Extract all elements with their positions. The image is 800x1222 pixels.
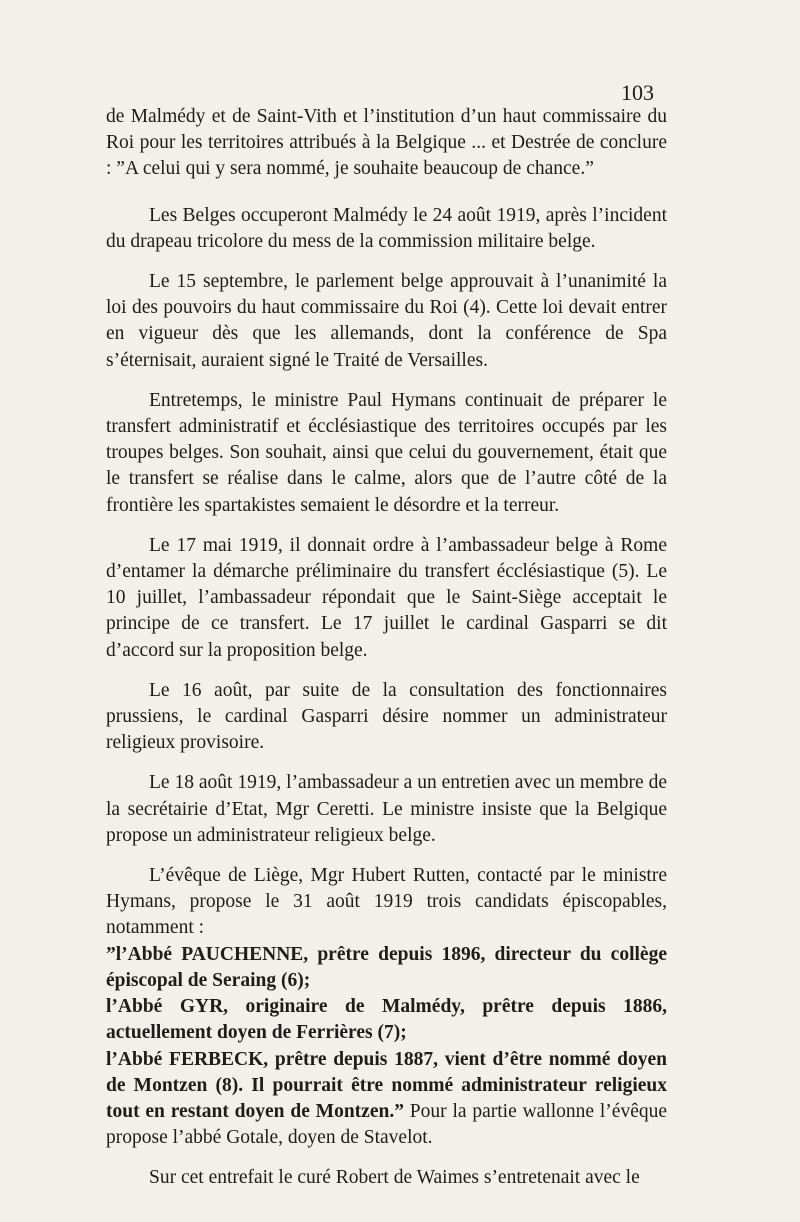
candidate-note: Pour la partie wallonne l’évêque propose l’abbé Gotale, doyen de Stavelot. bbox=[106, 1100, 667, 1149]
candidate-list bbox=[106, 942, 667, 1152]
candidate-ferbeck-bold: l’Abbé FERBECK, prêtre depuis 1887, vient d’être nommé doyen de Montzen (8). Il pourrait être nommé administrateur religieux tout en restant doyen de Montzen.” bbox=[106, 1048, 667, 1122]
paragraph: Le 18 août 1919, l’ambassadeur a un entretien avec un membre de la secrétairie d’Etat, Mgr Ceretti. Le ministre insiste que la Belgique propose un administrateur religieux belge. bbox=[106, 772, 667, 846]
page-number: 103 bbox=[621, 80, 654, 105]
paragraph: Les Belges occuperont Malmédy le 24 août 1919, après l’incident du drapeau tricolore du mess de la commission militaire belge. bbox=[106, 204, 667, 252]
paragraph-last: Sur cet entrefait le curé Robert de Waimes s’entretenait avec le bbox=[149, 1167, 640, 1189]
candidate-gyr: l’Abbé GYR, originaire de Malmédy, prêtre depuis 1886, actuellement doyen de Ferrières (7); bbox=[106, 996, 667, 1044]
paragraph: Entretemps, le ministre Paul Hymans continuait de préparer le transfert administratif et écclésiastique des territoires occupés par les troupes belges. Son souhait, ainsi que celui du gouvernement, était que le transfert se réalise dans le calme, alors que de l’autre côté de la frontière les spartakistes semaient le désordre et la terreur. bbox=[106, 389, 667, 516]
paragraph: Le 16 août, par suite de la consultation des fonctionnaires prussiens, le cardinal Gasparri désire nommer un administrateur religieux provisoire. bbox=[106, 679, 667, 754]
paragraph: Le 15 septembre, le parlement belge approuvait à l’unanimité la loi des pouvoirs du haut commissaire du Roi (4). Cette loi devait entrer en vigueur dès que les allemands, dont la conférence de Spa s’éternisait, auraient signé le Traité de Versailles. bbox=[106, 271, 667, 371]
body-text bbox=[106, 104, 667, 1206]
paragraph: L’évêque de Liège, Mgr Hubert Rutten, contacté par le ministre Hymans, propose le 31 août 1919 trois candidats épiscopables, notamment : bbox=[106, 865, 667, 939]
paragraph-continuation: de Malmédy et de Saint-Vith et l’institution d’un haut commissaire du Roi pour les territoires attribués à la Belgique ... et Destrée de conclure : ”A celui qui y sera nommé, je souhaite beaucoup de chance.” bbox=[106, 106, 667, 180]
candidate-pauchenne: ”l’Abbé PAUCHENNE, prêtre depuis 1896, directeur du collège épiscopal de Seraing (6); bbox=[106, 943, 667, 991]
candidate-ferbeck bbox=[106, 1047, 667, 1152]
paragraph: Le 17 mai 1919, il donnait ordre à l’ambassadeur belge à Rome d’entamer la démarche préliminaire du transfert écclésiastique (5). Le 10 juillet, l’ambassadeur répondait que le Saint-Siège acceptait le principe de ce transfert. Le 17 juillet le cardinal Gasparri se dit d’accord sur la proposition belge. bbox=[106, 534, 667, 661]
